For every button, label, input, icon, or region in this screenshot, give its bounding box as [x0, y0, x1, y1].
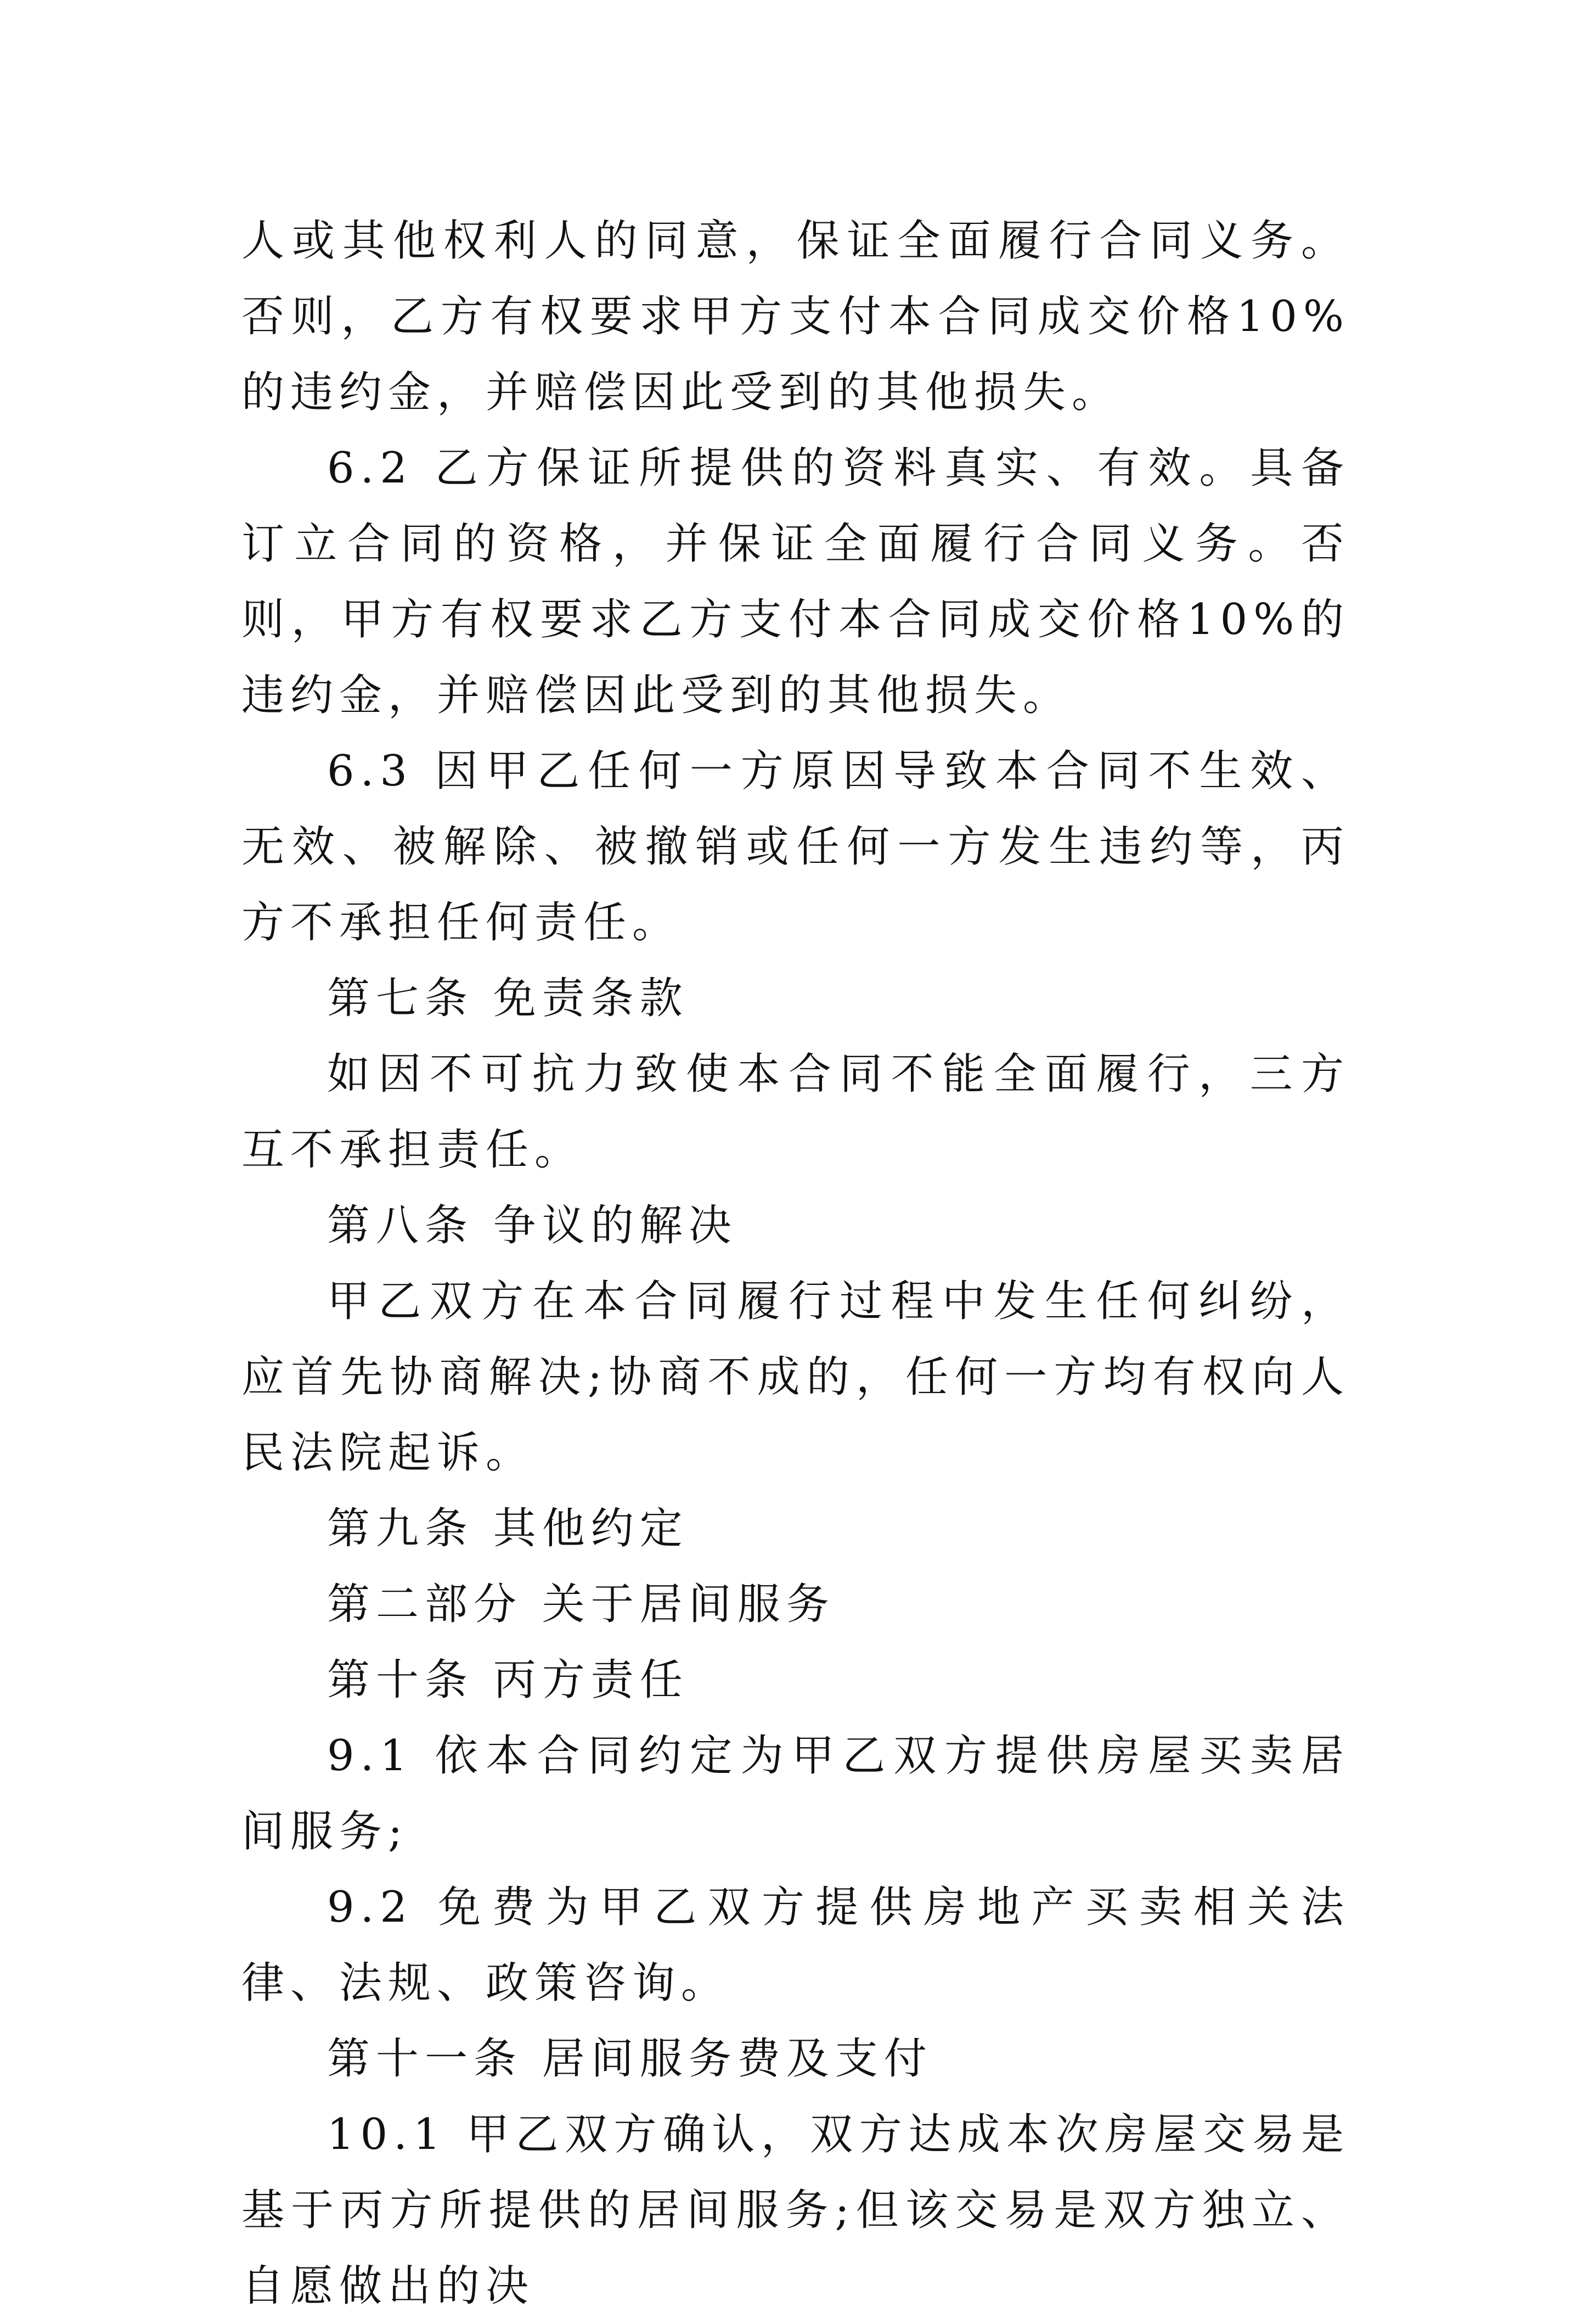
clause-9-1: 9.1 依本合同约定为甲乙双方提供房屋买卖居间服务;: [241, 1731, 1350, 1856]
part-2-heading: 第二部分 关于居间服务: [327, 1580, 835, 1629]
article-10-heading: 第十条 丙方责任: [327, 1655, 689, 1705]
clause-6-3: 6.3 因甲乙任何一方原因导致本合同不生效、无效、被解除、被撤销或任何一方发生违约等，丙方不承担任何责任。: [241, 746, 1350, 947]
clause-10-1: 10.1 甲乙双方确认，双方达成本次房屋交易是基于丙方所提供的居间服务;但该交易是双方独立、自愿做出的决: [241, 2110, 1350, 2311]
clause-6-2: 6.2 乙方保证所提供的资料真实、有效。具备订立合同的资格，并保证全面履行合同义务。否则，甲方有权要求乙方支付本合同成交价格10%的违约金，并赔偿因此受到的其他损失。: [241, 444, 1350, 720]
document-body: [241, 203, 1350, 2324]
article-9-heading: 第九条 其他约定: [327, 1504, 689, 1553]
article-7-heading: 第七条 免责条款: [327, 974, 689, 1023]
clause-9-2: 9.2 免费为甲乙双方提供房地产买卖相关法律、法规、政策咨询。: [241, 1883, 1350, 2008]
article-11-heading: 第十一条 居间服务费及支付: [327, 2034, 933, 2084]
body-paragraph: 人或其他权利人的同意，保证全面履行合同义务。否则，乙方有权要求甲方支付本合同成交价格10%的违约金，并赔偿因此受到的其他损失。: [241, 216, 1350, 417]
article-7-text: 如因不可抗力致使本合同不能全面履行，三方互不承担责任。: [241, 1049, 1350, 1175]
article-8-heading: 第八条 争议的解决: [327, 1201, 737, 1250]
article-8-text: 甲乙双方在本合同履行过程中发生任何纠纷，应首先协商解决;协商不成的，任何一方均有权向人民法院起诉。: [241, 1277, 1350, 1478]
